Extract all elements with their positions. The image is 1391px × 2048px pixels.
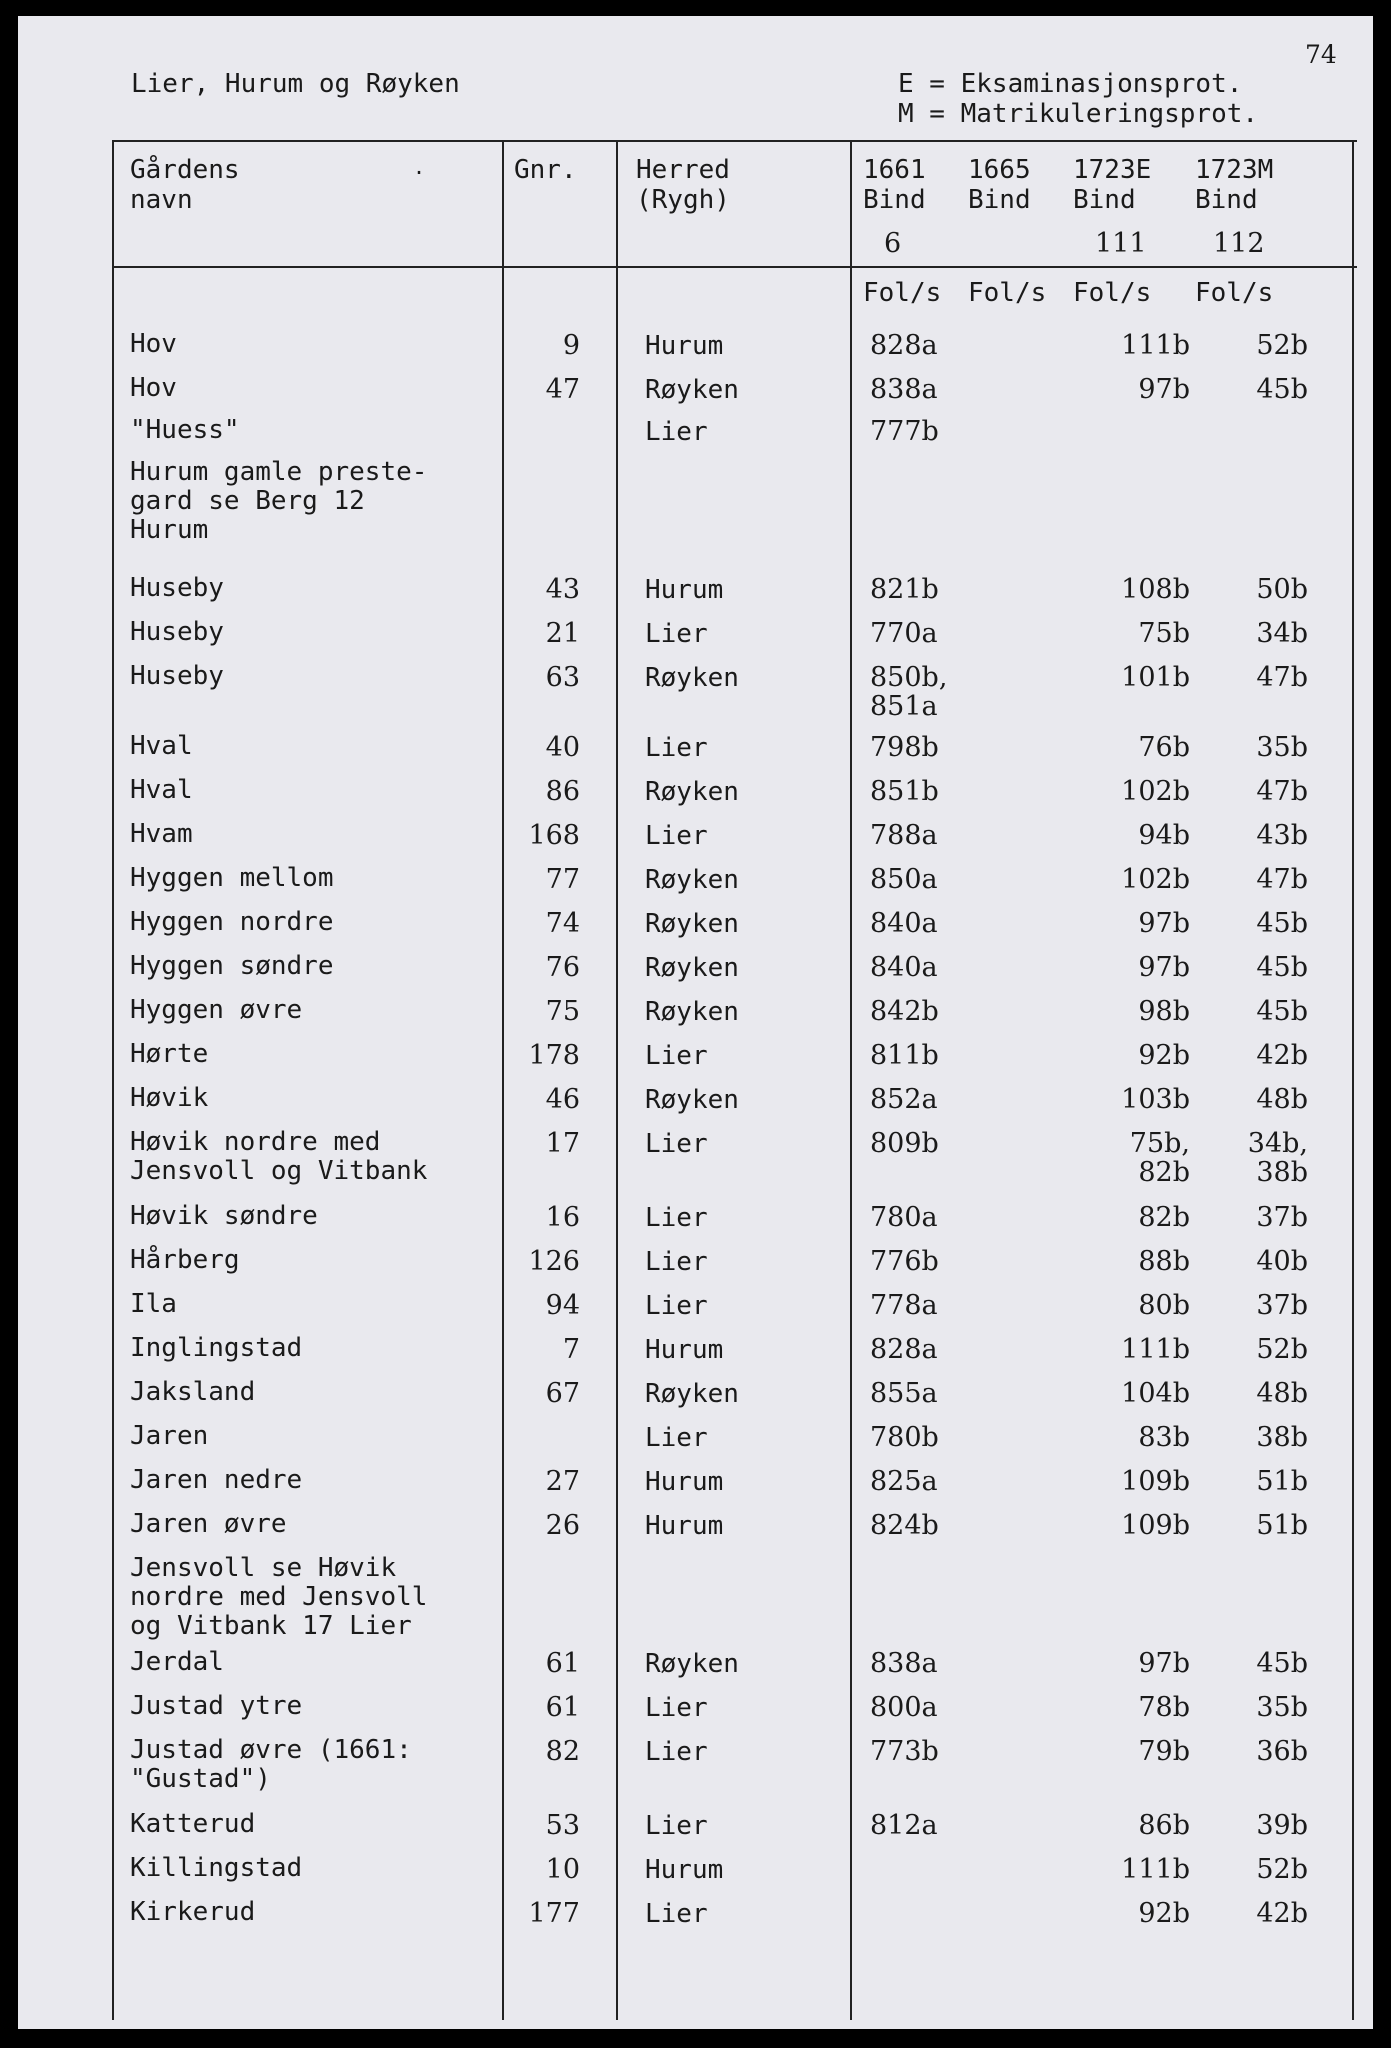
row-1-name-line-0: Hov bbox=[130, 373, 177, 403]
row-0-bind-1723e-line-0: 111b bbox=[1121, 330, 1190, 361]
row-31-name-line-0: Kirkerud bbox=[130, 1897, 256, 1927]
row-4-bind-1723m-line-0: 50b bbox=[1256, 574, 1308, 605]
row-0-name-line-0: Hov bbox=[130, 329, 177, 359]
row-6-name-line-0: Huseby bbox=[130, 661, 224, 691]
row-6-herred: Røyken bbox=[645, 663, 739, 693]
row-12-herred: Røyken bbox=[645, 953, 739, 983]
row-18-gnr: 126 bbox=[528, 1246, 580, 1277]
row-24-bind-1661-line-0: 824b bbox=[870, 1510, 939, 1541]
row-5-bind-1723e-line-0: 75b bbox=[1138, 618, 1190, 649]
row-26-gnr: 61 bbox=[545, 1648, 580, 1679]
row-13-bind-1723e-line-0: 98b bbox=[1138, 996, 1190, 1027]
row-17-herred: Lier bbox=[645, 1203, 708, 1233]
fols-1665: Fol/s bbox=[968, 278, 1047, 308]
row-17-bind-1661-line-0: 780a bbox=[870, 1202, 938, 1233]
header-1661-number: 6 bbox=[884, 228, 902, 259]
row-12-bind-1723m-line-0: 45b bbox=[1256, 952, 1308, 983]
row-22-name-line-0: Jaren bbox=[130, 1421, 209, 1451]
row-1-bind-1723m-line-0: 45b bbox=[1256, 374, 1308, 405]
header-1665-year: 1665 bbox=[968, 155, 1031, 185]
row-28-name-line-0: Justad øvre (1661: bbox=[130, 1735, 412, 1765]
row-8-name-line-0: Hval bbox=[130, 775, 193, 805]
row-9-herred: Lier bbox=[645, 821, 708, 851]
header-1723e-bind: Bind bbox=[1073, 185, 1136, 215]
row-7-bind-1661-line-0: 798b bbox=[870, 732, 939, 763]
row-9-bind-1723m-line-0: 43b bbox=[1256, 820, 1308, 851]
row-14-bind-1723m-line-0: 42b bbox=[1256, 1040, 1308, 1071]
row-17-bind-1723m-line-0: 37b bbox=[1256, 1202, 1308, 1233]
row-6-bind-1661-line-0: 850b, bbox=[870, 662, 948, 693]
row-1-bind-1723e-line-0: 97b bbox=[1138, 374, 1190, 405]
row-11-herred: Røyken bbox=[645, 909, 739, 939]
header-dot: . bbox=[413, 155, 426, 179]
row-15-name-line-0: Høvik bbox=[130, 1083, 209, 1113]
row-22-bind-1661-line-0: 780b bbox=[870, 1422, 939, 1453]
row-28-name-line-1: "Gustad") bbox=[130, 1764, 271, 1794]
row-21-bind-1723m-line-0: 48b bbox=[1256, 1378, 1308, 1409]
row-23-herred: Hurum bbox=[645, 1467, 724, 1497]
row-9-bind-1723e-line-0: 94b bbox=[1138, 820, 1190, 851]
row-29-bind-1723e-line-0: 86b bbox=[1138, 1810, 1190, 1841]
row-9-name-line-0: Hvam bbox=[130, 819, 193, 849]
row-17-gnr: 16 bbox=[545, 1202, 580, 1233]
row-6-bind-1723m-line-0: 47b bbox=[1256, 662, 1308, 693]
row-19-gnr: 94 bbox=[545, 1290, 580, 1321]
row-22-bind-1723m-line-0: 38b bbox=[1256, 1422, 1308, 1453]
row-16-bind-1723e-line-0: 75b, bbox=[1129, 1128, 1190, 1159]
row-16-bind-1723m-line-1: 38b bbox=[1256, 1157, 1308, 1188]
row-17-bind-1723e-line-0: 82b bbox=[1138, 1202, 1190, 1233]
header-1665-bind: Bind bbox=[968, 185, 1031, 215]
row-28-herred: Lier bbox=[645, 1737, 708, 1767]
header-1723m-bind: Bind bbox=[1195, 185, 1258, 215]
row-30-name-line-0: Killingstad bbox=[130, 1853, 303, 1883]
row-11-gnr: 74 bbox=[545, 908, 580, 939]
row-10-bind-1723m-line-0: 47b bbox=[1256, 864, 1308, 895]
row-19-herred: Lier bbox=[645, 1291, 708, 1321]
table-right-border bbox=[1352, 140, 1354, 2020]
row-22-herred: Lier bbox=[645, 1423, 708, 1453]
row-10-bind-1661-line-0: 850a bbox=[870, 864, 938, 895]
row-29-gnr: 53 bbox=[545, 1810, 580, 1841]
row-26-bind-1723m-line-0: 45b bbox=[1256, 1648, 1308, 1679]
row-20-bind-1723m-line-0: 52b bbox=[1256, 1334, 1308, 1365]
row-4-bind-1723e-line-0: 108b bbox=[1121, 574, 1190, 605]
fols-1661: Fol/s bbox=[863, 278, 942, 308]
row-26-bind-1661-line-0: 838a bbox=[870, 1648, 938, 1679]
row-22-bind-1723e-line-0: 83b bbox=[1138, 1422, 1190, 1453]
row-28-bind-1723e-line-0: 79b bbox=[1138, 1736, 1190, 1767]
row-12-bind-1661-line-0: 840a bbox=[870, 952, 938, 983]
row-27-bind-1723m-line-0: 35b bbox=[1256, 1692, 1308, 1723]
table-left-border bbox=[112, 140, 114, 2020]
row-10-bind-1723e-line-0: 102b bbox=[1121, 864, 1190, 895]
row-10-herred: Røyken bbox=[645, 865, 739, 895]
row-13-gnr: 75 bbox=[545, 996, 580, 1027]
row-9-gnr: 168 bbox=[528, 820, 580, 851]
row-16-name-line-0: Høvik nordre med bbox=[130, 1127, 381, 1157]
page-title: Lier, Hurum og Røyken bbox=[131, 69, 460, 99]
row-4-herred: Hurum bbox=[645, 575, 724, 605]
row-16-name-line-1: Jensvoll og Vitbank bbox=[130, 1156, 428, 1186]
row-31-gnr: 177 bbox=[528, 1898, 580, 1929]
row-4-bind-1661-line-0: 821b bbox=[870, 574, 939, 605]
row-23-bind-1661-line-0: 825a bbox=[870, 1466, 938, 1497]
row-30-bind-1723m-line-0: 52b bbox=[1256, 1854, 1308, 1885]
row-24-name-line-0: Jaren øvre bbox=[130, 1509, 287, 1539]
header-1661-year: 1661 bbox=[863, 155, 926, 185]
row-31-herred: Lier bbox=[645, 1899, 708, 1929]
row-14-bind-1723e-line-0: 92b bbox=[1138, 1040, 1190, 1071]
row-31-bind-1723m-line-0: 42b bbox=[1256, 1898, 1308, 1929]
row-19-name-line-0: Ila bbox=[130, 1289, 177, 1319]
legend-line-2: M = Matrikuleringsprot. bbox=[898, 99, 1259, 129]
row-20-herred: Hurum bbox=[645, 1335, 724, 1365]
header-1723e-number: 111 bbox=[1095, 228, 1147, 259]
fols-1723e: Fol/s bbox=[1073, 278, 1152, 308]
row-10-name-line-0: Hyggen mellom bbox=[130, 863, 334, 893]
row-7-bind-1723e-line-0: 76b bbox=[1138, 732, 1190, 763]
row-16-bind-1723e-line-1: 82b bbox=[1138, 1157, 1190, 1188]
header-1723m-number: 112 bbox=[1213, 228, 1265, 259]
row-5-herred: Lier bbox=[645, 619, 708, 649]
row-5-name-line-0: Huseby bbox=[130, 617, 224, 647]
row-14-herred: Lier bbox=[645, 1041, 708, 1071]
row-18-herred: Lier bbox=[645, 1247, 708, 1277]
row-5-bind-1723m-line-0: 34b bbox=[1256, 618, 1308, 649]
row-30-herred: Hurum bbox=[645, 1855, 724, 1885]
column-divider-bind bbox=[850, 140, 852, 2020]
row-2-herred: Lier bbox=[645, 417, 708, 447]
legend-line-1: E = Eksaminasjonsprot. bbox=[898, 69, 1243, 99]
row-16-bind-1661-line-0: 809b bbox=[870, 1128, 939, 1159]
row-23-gnr: 27 bbox=[545, 1466, 580, 1497]
row-8-bind-1723e-line-0: 102b bbox=[1121, 776, 1190, 807]
row-21-herred: Røyken bbox=[645, 1379, 739, 1409]
row-29-herred: Lier bbox=[645, 1811, 708, 1841]
row-15-bind-1723e-line-0: 103b bbox=[1121, 1084, 1190, 1115]
row-26-herred: Røyken bbox=[645, 1649, 739, 1679]
row-21-bind-1723e-line-0: 104b bbox=[1121, 1378, 1190, 1409]
row-3-name-line-0: Hurum gamle preste- bbox=[130, 457, 428, 487]
row-30-gnr: 10 bbox=[545, 1854, 580, 1885]
row-0-bind-1723m-line-0: 52b bbox=[1256, 330, 1308, 361]
row-12-gnr: 76 bbox=[545, 952, 580, 983]
row-18-name-line-0: Hårberg bbox=[130, 1245, 240, 1275]
row-23-bind-1723m-line-0: 51b bbox=[1256, 1466, 1308, 1497]
row-11-name-line-0: Hyggen nordre bbox=[130, 907, 334, 937]
row-6-bind-1723e-line-0: 101b bbox=[1121, 662, 1190, 693]
header-bottom-rule bbox=[112, 266, 1357, 268]
row-13-bind-1661-line-0: 842b bbox=[870, 996, 939, 1027]
row-8-herred: Røyken bbox=[645, 777, 739, 807]
row-16-bind-1723m-line-0: 34b, bbox=[1247, 1128, 1308, 1159]
row-5-bind-1661-line-0: 770a bbox=[870, 618, 938, 649]
row-25-name-line-1: nordre med Jensvoll bbox=[130, 1582, 428, 1612]
row-13-bind-1723m-line-0: 45b bbox=[1256, 996, 1308, 1027]
row-6-gnr: 63 bbox=[545, 662, 580, 693]
row-27-bind-1723e-line-0: 78b bbox=[1138, 1692, 1190, 1723]
column-divider-herred bbox=[616, 140, 618, 2020]
header-name-1: Gårdens bbox=[130, 155, 240, 185]
document-page bbox=[18, 16, 1373, 2029]
row-11-bind-1723m-line-0: 45b bbox=[1256, 908, 1308, 939]
row-18-bind-1661-line-0: 776b bbox=[870, 1246, 939, 1277]
header-herred-2: (Rygh) bbox=[636, 185, 730, 215]
row-2-name-line-0: "Huess" bbox=[130, 415, 240, 445]
row-19-bind-1661-line-0: 778a bbox=[870, 1290, 938, 1321]
row-24-herred: Hurum bbox=[645, 1511, 724, 1541]
header-name-2: navn bbox=[130, 185, 193, 215]
row-1-bind-1661-line-0: 838a bbox=[870, 374, 938, 405]
row-6-bind-1661-line-1: 851a bbox=[870, 691, 938, 722]
header-1723m-year: 1723M bbox=[1195, 155, 1274, 185]
row-30-bind-1723e-line-0: 111b bbox=[1121, 1854, 1190, 1885]
row-1-gnr: 47 bbox=[545, 374, 580, 405]
header-1661-bind: Bind bbox=[863, 185, 926, 215]
row-13-name-line-0: Hyggen øvre bbox=[130, 995, 303, 1025]
row-24-gnr: 26 bbox=[545, 1510, 580, 1541]
row-10-gnr: 77 bbox=[545, 864, 580, 895]
row-15-bind-1723m-line-0: 48b bbox=[1256, 1084, 1308, 1115]
row-12-bind-1723e-line-0: 97b bbox=[1138, 952, 1190, 983]
row-0-gnr: 9 bbox=[562, 330, 580, 361]
row-15-bind-1661-line-0: 852a bbox=[870, 1084, 938, 1115]
row-20-gnr: 7 bbox=[562, 1334, 580, 1365]
row-5-gnr: 21 bbox=[545, 618, 580, 649]
header-herred-1: Herred bbox=[636, 155, 730, 185]
row-19-bind-1723e-line-0: 80b bbox=[1138, 1290, 1190, 1321]
row-11-bind-1661-line-0: 840a bbox=[870, 908, 938, 939]
row-25-name-line-2: og Vitbank 17 Lier bbox=[130, 1611, 412, 1641]
fols-1723m: Fol/s bbox=[1195, 278, 1274, 308]
row-13-herred: Røyken bbox=[645, 997, 739, 1027]
row-26-bind-1723e-line-0: 97b bbox=[1138, 1648, 1190, 1679]
row-3-name-line-1: gard se Berg 12 bbox=[130, 486, 365, 516]
row-8-bind-1661-line-0: 851b bbox=[870, 776, 939, 807]
row-11-bind-1723e-line-0: 97b bbox=[1138, 908, 1190, 939]
row-27-name-line-0: Justad ytre bbox=[130, 1691, 303, 1721]
row-18-bind-1723m-line-0: 40b bbox=[1256, 1246, 1308, 1277]
row-16-gnr: 17 bbox=[545, 1128, 580, 1159]
row-8-bind-1723m-line-0: 47b bbox=[1256, 776, 1308, 807]
row-19-bind-1723m-line-0: 37b bbox=[1256, 1290, 1308, 1321]
row-1-herred: Røyken bbox=[645, 375, 739, 405]
row-18-bind-1723e-line-0: 88b bbox=[1138, 1246, 1190, 1277]
row-24-bind-1723e-line-0: 109b bbox=[1121, 1510, 1190, 1541]
row-23-bind-1723e-line-0: 109b bbox=[1121, 1466, 1190, 1497]
row-31-bind-1723e-line-0: 92b bbox=[1138, 1898, 1190, 1929]
row-14-gnr: 178 bbox=[528, 1040, 580, 1071]
row-3-name-line-2: Hurum bbox=[130, 515, 209, 545]
row-20-bind-1661-line-0: 828a bbox=[870, 1334, 938, 1365]
row-7-herred: Lier bbox=[645, 733, 708, 763]
row-27-bind-1661-line-0: 800a bbox=[870, 1692, 938, 1723]
row-27-herred: Lier bbox=[645, 1693, 708, 1723]
row-29-bind-1723m-line-0: 39b bbox=[1256, 1810, 1308, 1841]
row-28-bind-1723m-line-0: 36b bbox=[1256, 1736, 1308, 1767]
row-28-gnr: 82 bbox=[545, 1736, 580, 1767]
header-1723e-year: 1723E bbox=[1073, 155, 1152, 185]
row-9-bind-1661-line-0: 788a bbox=[870, 820, 938, 851]
table-top-rule bbox=[112, 140, 1357, 142]
row-25-name-line-0: Jensvoll se Høvik bbox=[130, 1553, 397, 1583]
row-20-name-line-0: Inglingstad bbox=[130, 1333, 303, 1363]
row-24-bind-1723m-line-0: 51b bbox=[1256, 1510, 1308, 1541]
row-14-name-line-0: Hørte bbox=[130, 1039, 209, 1069]
row-20-bind-1723e-line-0: 111b bbox=[1121, 1334, 1190, 1365]
row-14-bind-1661-line-0: 811b bbox=[870, 1040, 939, 1071]
row-29-name-line-0: Katterud bbox=[130, 1809, 256, 1839]
row-26-name-line-0: Jerdal bbox=[130, 1647, 224, 1677]
row-8-gnr: 86 bbox=[545, 776, 580, 807]
row-2-bind-1661-line-0: 777b bbox=[870, 416, 939, 447]
row-21-gnr: 67 bbox=[545, 1378, 580, 1409]
row-15-herred: Røyken bbox=[645, 1085, 739, 1115]
row-0-herred: Hurum bbox=[645, 331, 724, 361]
row-17-name-line-0: Høvik søndre bbox=[130, 1201, 318, 1231]
row-16-herred: Lier bbox=[645, 1129, 708, 1159]
row-28-bind-1661-line-0: 773b bbox=[870, 1736, 939, 1767]
row-4-name-line-0: Huseby bbox=[130, 573, 224, 603]
row-4-gnr: 43 bbox=[545, 574, 580, 605]
row-21-bind-1661-line-0: 855a bbox=[870, 1378, 938, 1409]
row-23-name-line-0: Jaren nedre bbox=[130, 1465, 303, 1495]
row-7-bind-1723m-line-0: 35b bbox=[1256, 732, 1308, 763]
row-15-gnr: 46 bbox=[545, 1084, 580, 1115]
row-12-name-line-0: Hyggen søndre bbox=[130, 951, 334, 981]
row-21-name-line-0: Jaksland bbox=[130, 1377, 256, 1407]
row-7-name-line-0: Hval bbox=[130, 731, 193, 761]
page-number: 74 bbox=[1305, 40, 1337, 69]
header-gnr: Gnr. bbox=[514, 155, 577, 185]
row-27-gnr: 61 bbox=[545, 1692, 580, 1723]
row-29-bind-1661-line-0: 812a bbox=[870, 1810, 938, 1841]
row-0-bind-1661-line-0: 828a bbox=[870, 330, 938, 361]
row-7-gnr: 40 bbox=[545, 732, 580, 763]
